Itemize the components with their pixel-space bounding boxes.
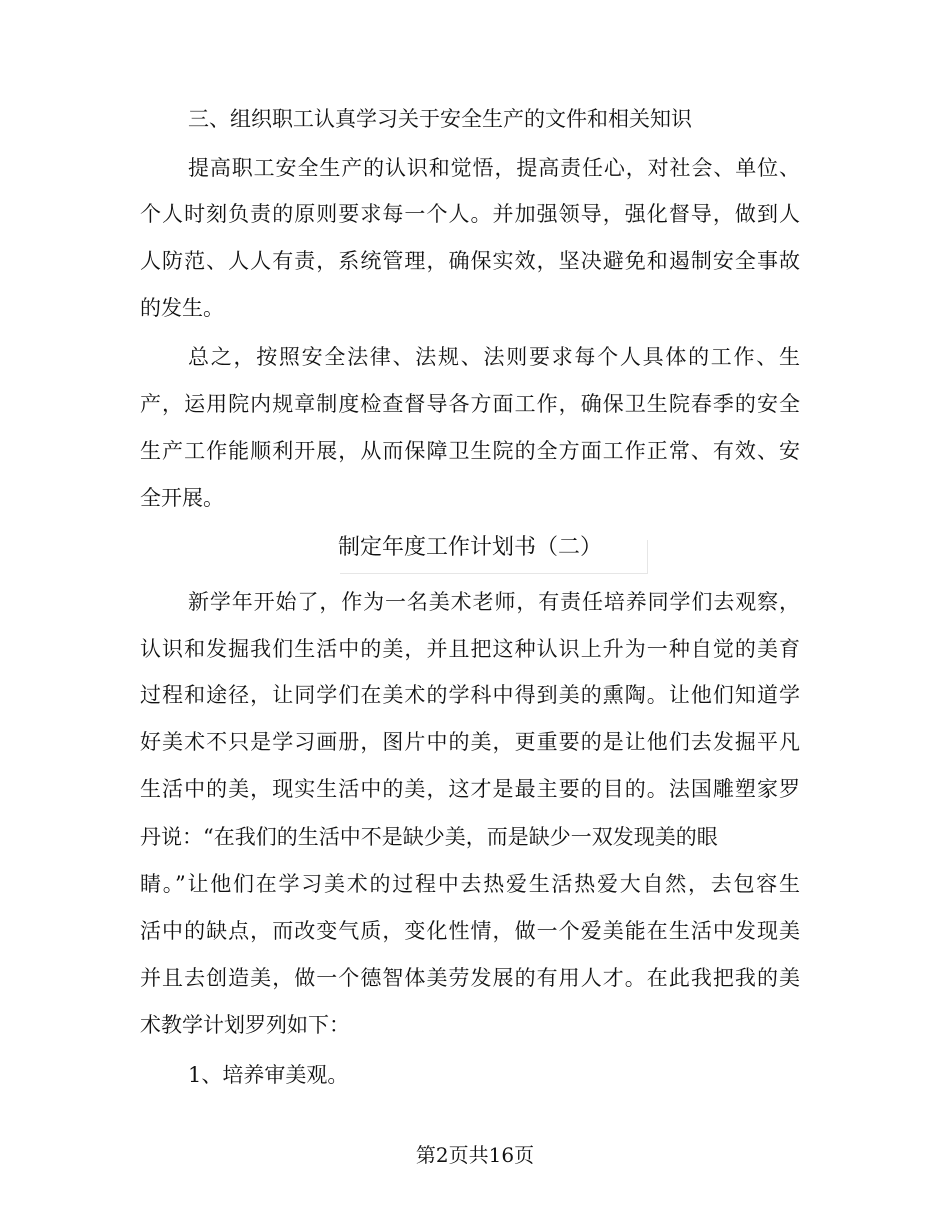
page-number: 第2页共16页 xyxy=(415,1143,535,1167)
paragraph-line: 认识和发掘我们生活中的美，并且把这种认识上升为一种自觉的美育 xyxy=(140,637,800,661)
paragraph-line: 并且去创造美，做一个德智体美劳发展的有用人才。在此我把我的美 xyxy=(140,966,800,990)
paragraph-line: 术教学计划罗列如下： xyxy=(140,1013,350,1037)
paragraph-line: 人防范、人人有责，系统管理，确保实效，坚决避免和遏制安全事故 xyxy=(140,249,800,273)
paragraph-line: 产，运用院内规章制度检查督导各方面工作，确保卫生院春季的安全 xyxy=(140,392,800,416)
list-item: 1、培养审美观。 xyxy=(188,1063,349,1087)
paragraph-line: 的发生。 xyxy=(140,296,224,320)
paragraph-line: 总之，按照安全法律、法规、法则要求每个人具体的工作、生 xyxy=(188,345,800,369)
paragraph-line: 过程和途径，让同学们在美术的学科中得到美的熏陶。让他们知道学 xyxy=(140,683,800,707)
paragraph-line: 全开展。 xyxy=(140,486,224,510)
section-heading: 三、组织职工认真学习关于安全生产的文件和相关知识 xyxy=(188,107,692,131)
paragraph-line: 新学年开始了，作为一名美术老师，有责任培养同学们去观察， xyxy=(188,590,800,614)
paragraph-line: 睛。”让他们在学习美术的过程中去热爱生活热爱大自然，去包容生 xyxy=(140,872,800,896)
section-title: 制定年度工作计划书（二） xyxy=(337,535,602,560)
paragraph-line: 提高职工安全生产的认识和觉悟，提高责任心，对社会、单位、 xyxy=(188,156,800,180)
paragraph-line: 生产工作能顺利开展，从而保障卫生院的全方面工作正常、有效、安 xyxy=(140,439,800,463)
paragraph-line: 好美术不只是学习画册，图片中的美，更重要的是让他们去发掘平凡 xyxy=(140,730,800,754)
paragraph-line: 活中的缺点，而改变气质，变化性情，做一个爱美能在生活中发现美 xyxy=(140,919,800,943)
paragraph-line: 个人时刻负责的原则要求每一个人。并加强领导，强化督导，做到人 xyxy=(140,202,800,226)
paragraph-line: 丹说：“在我们的生活中不是缺少美，而是缺少一双发现美的眼 xyxy=(140,825,718,849)
paragraph-line: 生活中的美，现实生活中的美，这才是最主要的目的。法国雕塑家罗 xyxy=(140,777,800,801)
